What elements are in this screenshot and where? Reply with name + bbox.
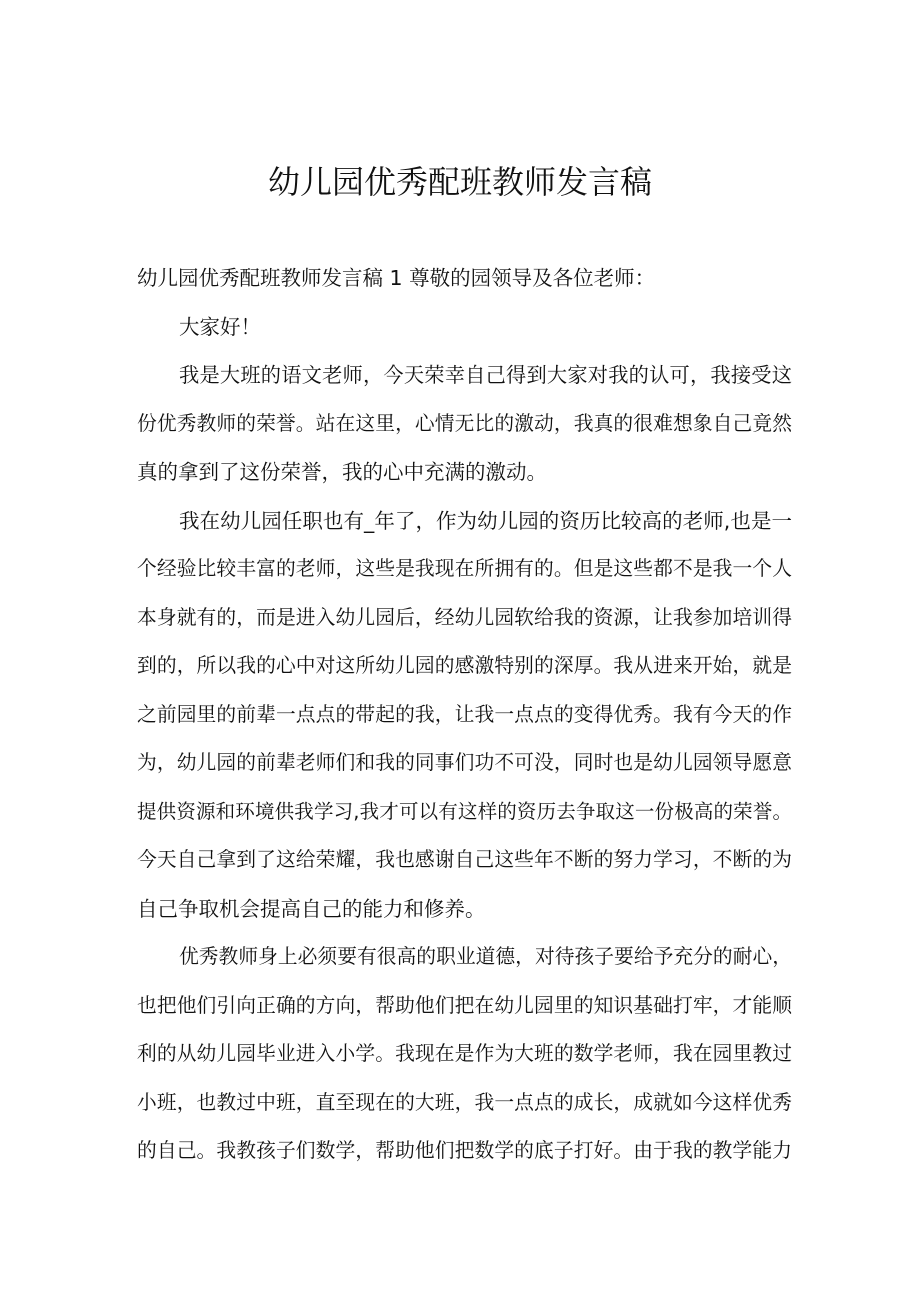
text-line: 我是大班的语文老师，今天荣幸自己得到大家对我的认可，我接受这 xyxy=(179,363,792,387)
text-line: 到的，所以我的心中对这所幼儿园的感激特别的深厚。我从进来开始，就是 xyxy=(137,654,792,677)
text-line: 我在幼儿园任职也有_年了，作为幼儿园的资历比较高的老师,也是一 xyxy=(179,508,792,533)
text-line: 个经验比较丰富的老师，这些是我现在所拥有的。但是这些都不是我一个人 xyxy=(137,557,792,580)
text-line: 大家好！ xyxy=(179,314,261,339)
text-line: 今天自己拿到了这给荣耀，我也感谢自己这些年不断的努力学习，不断的为 xyxy=(137,848,792,871)
text-line: 利的从幼儿园毕业进入小学。我现在是作为大班的数学老师，我在园里教过 xyxy=(137,1042,792,1065)
text-line: 也把他们引向正确的方向，帮助他们把在幼儿园里的知识基础打牢，才能顺 xyxy=(137,993,792,1017)
text-line: 真的拿到了这份荣誉，我的心中充满的激动。 xyxy=(137,460,547,484)
document-body xyxy=(137,262,792,1184)
text-line: 份优秀教师的荣誉。站在这里，心情无比的激动，我真的很难想象自己竟然 xyxy=(137,411,792,435)
text-line: 为，幼儿园的前辈老师们和我的同事们功不可没，同时也是幼儿园领导愿意 xyxy=(137,751,792,774)
text-line: 本身就有的，而是进入幼儿园后，经幼儿园软给我的资源，让我参加培训得 xyxy=(137,605,792,629)
text-line: 小班，也教过中班，直至现在的大班，我一点点的成长，成就如今这样优秀 xyxy=(137,1090,792,1114)
text-line: 优秀教师身上必须要有很高的职业道德，对待孩子要给予充分的耐心， xyxy=(179,945,792,968)
document-title: 幼儿园优秀配班教师发言稿 xyxy=(267,163,652,201)
text-line: 幼儿园优秀配班教师发言稿 1 尊敬的园领导及各位老师： xyxy=(137,266,656,290)
text-line: 的自己。我教孩子们数学，帮助他们把数学的底子打好。由于我的教学能力 xyxy=(137,1139,792,1162)
text-line: 提供资源和环境供我学习,我才可以有这样的资历去争取这一份极高的荣誉。 xyxy=(137,799,792,823)
text-line: 自己争取机会提高自己的能力和修养。 xyxy=(137,896,486,921)
text-line: 之前园里的前辈一点点的带起的我，让我一点点的变得优秀。我有今天的作 xyxy=(137,702,792,726)
